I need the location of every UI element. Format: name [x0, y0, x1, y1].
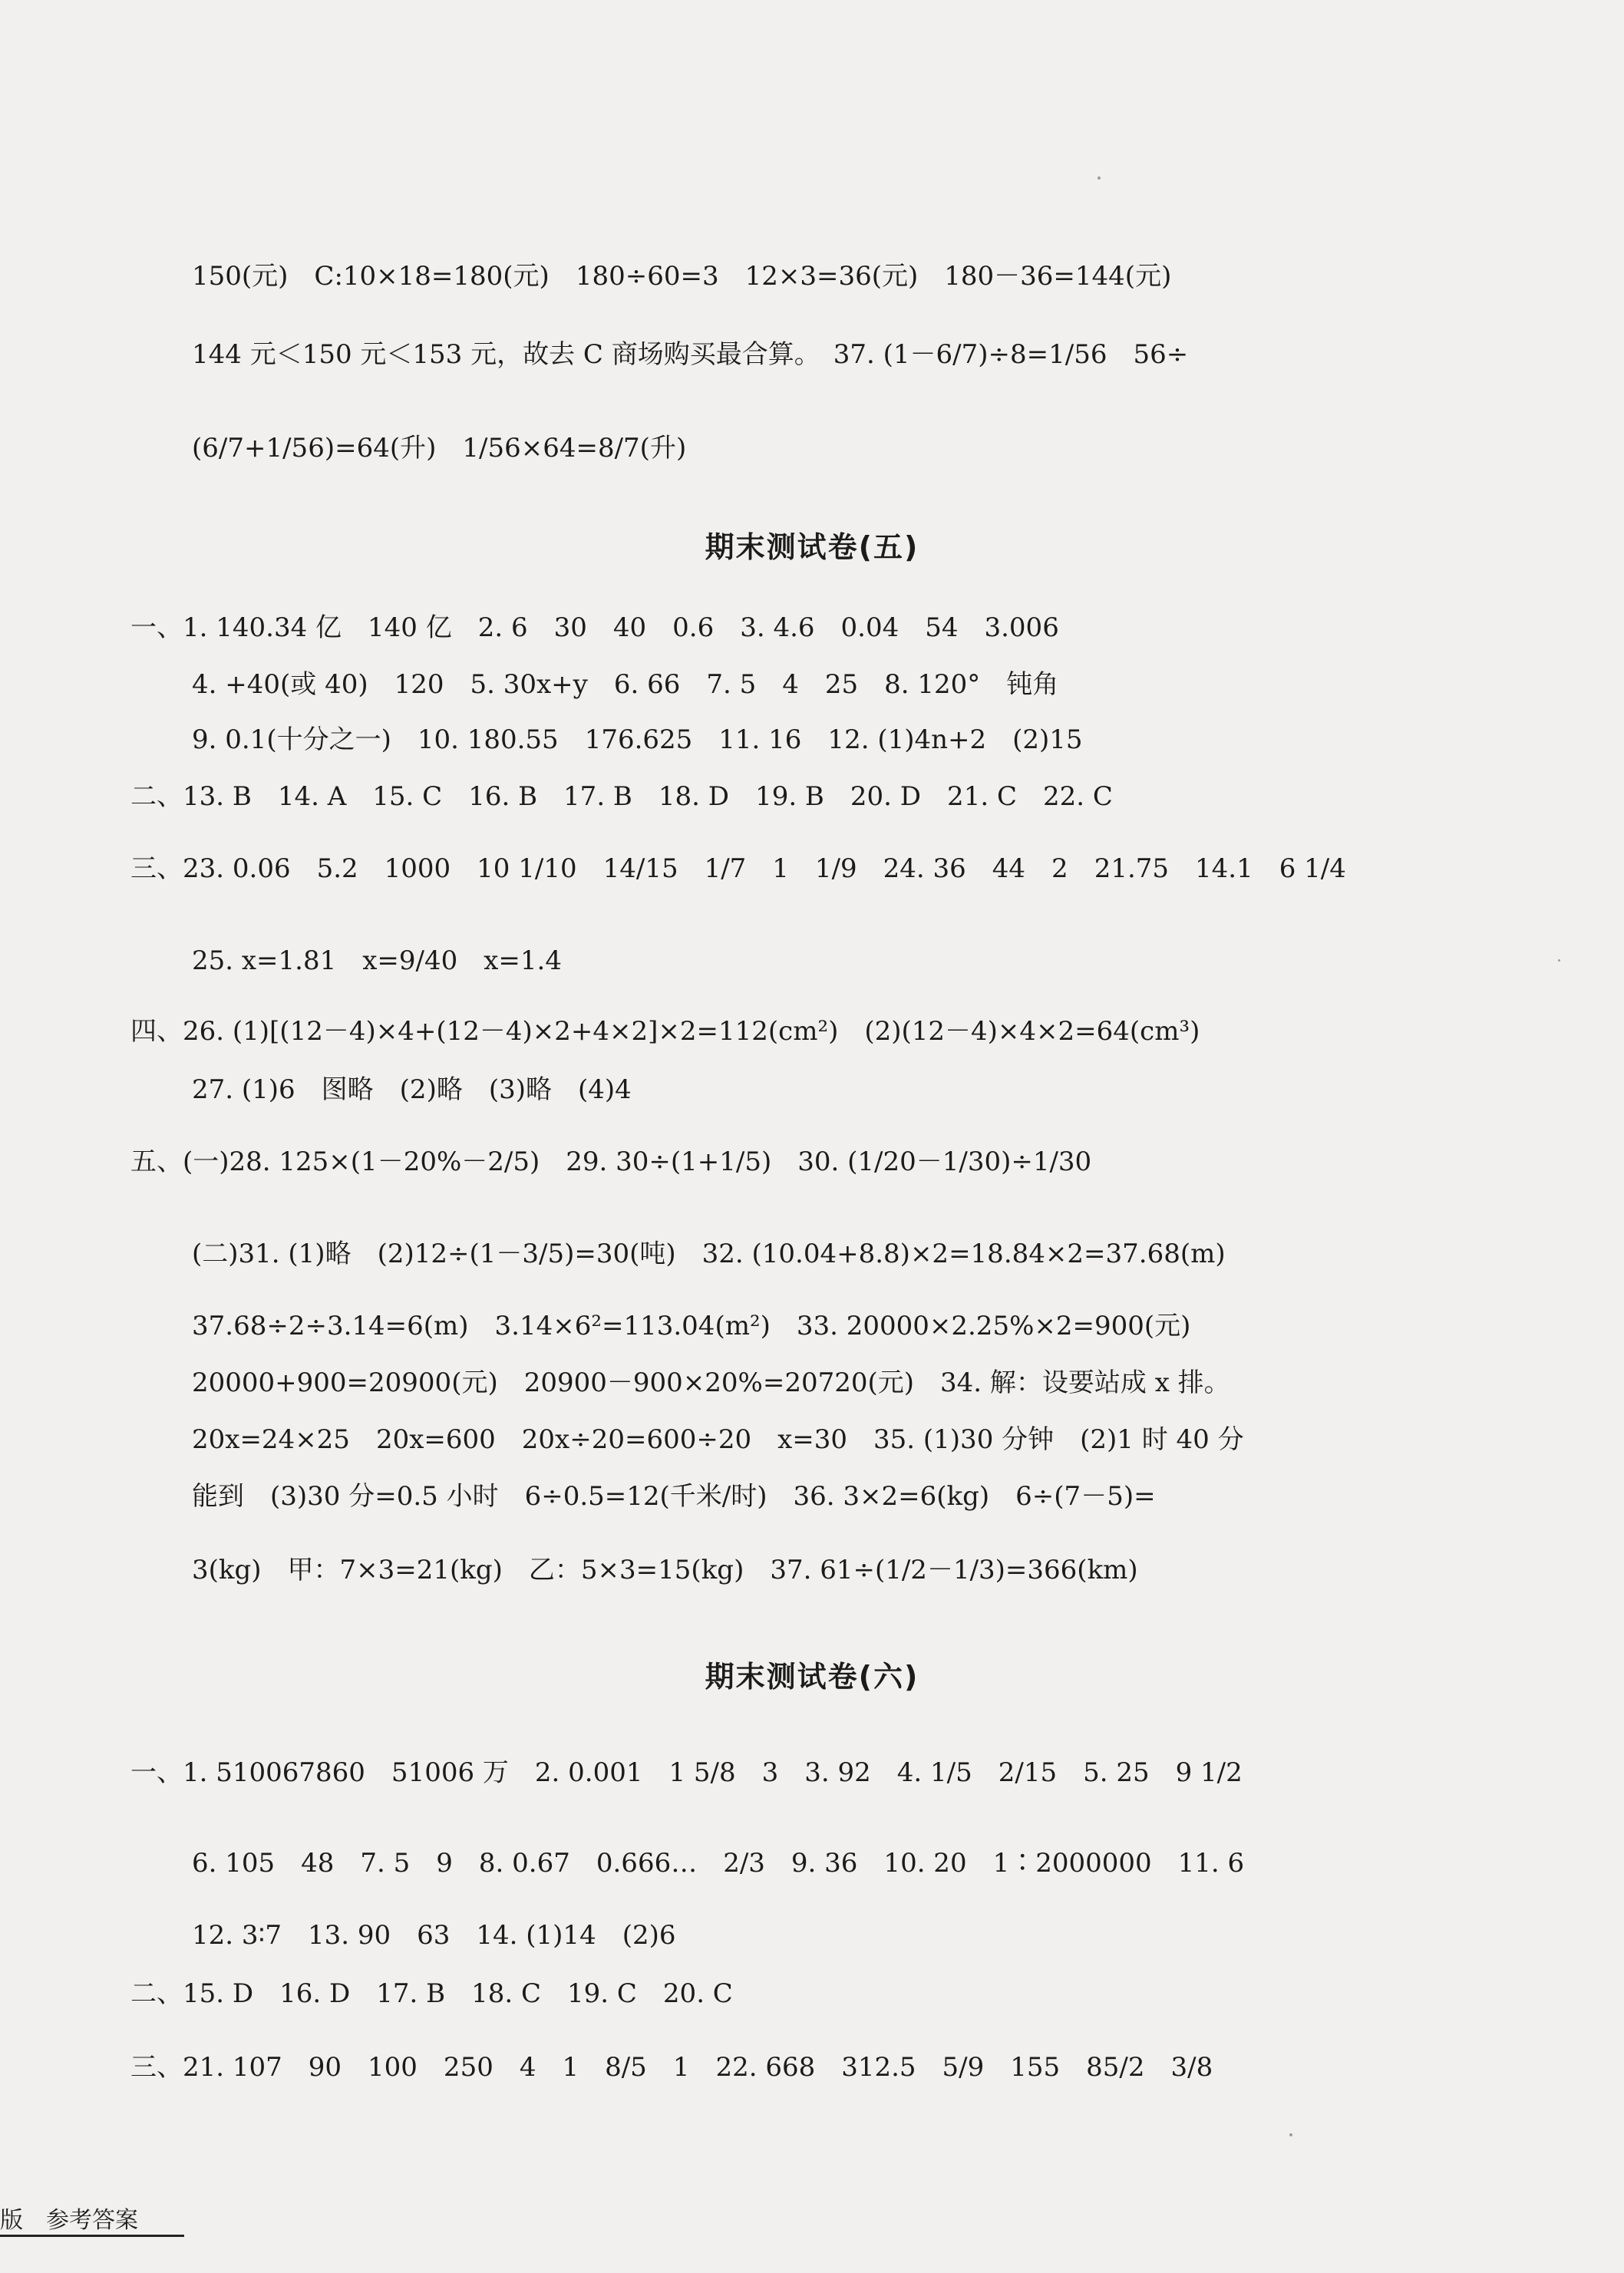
answer-line: 6. 105 48 7. 5 9 8. 0.67 0.666… 2/3 9. 36 10. 20 1∶2000000 11. 6 [192, 1848, 1245, 1879]
answer-line: 12. 3∶7 13. 90 63 14. (1)14 (2)6 [192, 1920, 676, 1951]
answer-line: 能到 (3)30 分=0.5 小时 6÷0.5=12(千米/时) 36. 3×2=6(kg) 6÷(7－5)= [192, 1481, 1156, 1512]
answer-line: 二、13. B 14. A 15. C 16. B 17. B 18. D 19. B 20. D 21. C 22. C [130, 781, 1113, 812]
page-footer: 版 参考答案 [0, 2207, 138, 2234]
answer-line: 20x=24×25 20x=600 20x÷20=600÷20 x=30 35. (1)30 分钟 (2)1 时 40 分 [192, 1424, 1244, 1455]
answer-line: 四、26. (1)[(12－4)×4+(12－4)×2+4×2]×2=112(cm²) (2)(12－4)×4×2=64(cm³) [130, 1016, 1200, 1047]
answer-line: 五、(一)28. 125×(1－20%－2/5) 29. 30÷(1+1/5) 30. (1/20－1/30)÷1/30 [130, 1146, 1092, 1177]
answer-line: 三、23. 0.06 5.2 1000 10 1/10 14/15 1/7 1 1/9 24. 36 44 2 21.75 14.1 6 1/4 [130, 853, 1346, 884]
answer-line: 27. (1)6 图略 (2)略 (3)略 (4)4 [192, 1074, 632, 1105]
footer-rule [0, 2235, 184, 2237]
section-title: 期末测试卷(五) [705, 530, 919, 564]
answer-line: 3(kg) 甲：7×3=21(kg) 乙：5×3=15(kg) 37. 61÷(1/2－1/3)=366(km) [192, 1555, 1138, 1585]
scan-speck [1098, 176, 1101, 180]
answer-line: 20000+900=20900(元) 20900－900×20%=20720(元) 34. 解：设要站成 x 排。 [192, 1367, 1230, 1398]
answer-line: (6/7+1/56)=64(升) 1/56×64=8/7(升) [192, 433, 687, 464]
scan-speck [1558, 959, 1560, 962]
answer-line: 37.68÷2÷3.14=6(m) 3.14×6²=113.04(m²) 33. 20000×2.25%×2=900(元) [192, 1311, 1191, 1341]
answer-line: 25. x=1.81 x=9/40 x=1.4 [192, 945, 562, 976]
answer-line: 一、1. 140.34 亿 140 亿 2. 6 30 40 0.6 3. 4.6 0.04 54 3.006 [130, 612, 1059, 643]
section-title: 期末测试卷(六) [705, 1660, 919, 1694]
answer-line: 二、15. D 16. D 17. B 18. C 19. C 20. C [130, 1978, 733, 2009]
scan-speck [1289, 2133, 1292, 2136]
answer-line: 4. +40(或 40) 120 5. 30x+y 6. 66 7. 5 4 25 8. 120° 钝角 [192, 669, 1059, 700]
answer-line: (二)31. (1)略 (2)12÷(1－3/5)=30(吨) 32. (10.04+8.8)×2=18.84×2=37.68(m) [192, 1239, 1226, 1269]
answer-line: 一、1. 510067860 51006 万 2. 0.001 1 5/8 3 3. 92 4. 1/5 2/15 5. 25 9 1/2 [130, 1757, 1243, 1788]
answer-line: 144 元＜150 元＜153 元，故去 C 商场购买最合算。 37. (1－6/7)÷8=1/56 56÷ [192, 339, 1189, 370]
answer-line: 三、21. 107 90 100 250 4 1 8/5 1 22. 668 312.5 5/9 155 85/2 3/8 [130, 2052, 1213, 2083]
answer-line: 150(元) C:10×18=180(元) 180÷60=3 12×3=36(元) 180－36=144(元) [192, 261, 1172, 292]
answer-line: 9. 0.1(十分之一) 10. 180.55 176.625 11. 16 12. (1)4n+2 (2)15 [192, 724, 1083, 755]
